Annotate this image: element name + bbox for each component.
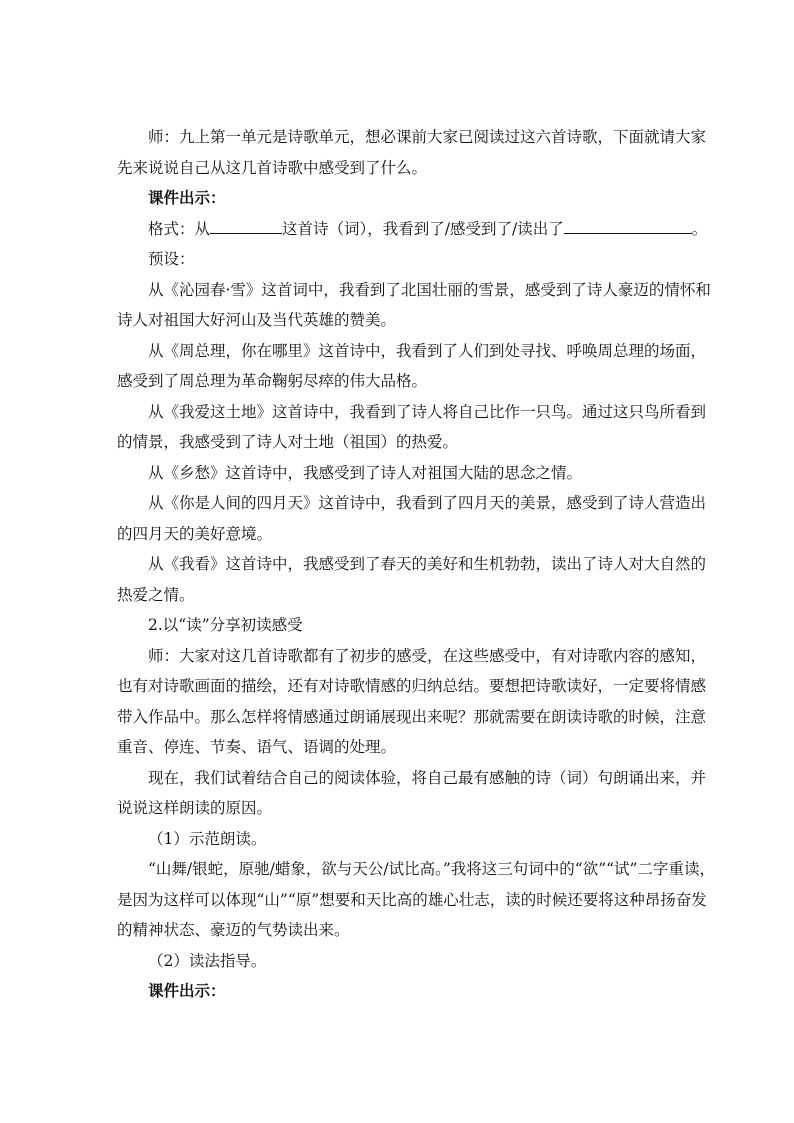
format-prefix: 格式：从: [148, 219, 211, 238]
preset-label: 预设：: [148, 250, 195, 268]
section-heading: 2.以“读”分享初读感受: [148, 616, 303, 634]
fill-in-blank: [564, 215, 692, 234]
subsection-heading: （1）示范朗读。: [148, 829, 267, 848]
answer-paragraph: 从《我看》这首诗中，我感受到了春天的美好和生机勃勃，读出了诗人对大自然的热爱之情。: [117, 555, 707, 604]
document-body: [117, 122, 717, 1007]
courseware-heading: 课件出示：: [148, 188, 226, 207]
format-suffix: 。: [691, 219, 708, 238]
answer-paragraph: 从《你是人间的四月天》这首诗中，我看到了四月天的美景，感受到了诗人营造出的四月天的美好意境。: [117, 494, 707, 543]
courseware-heading: 课件出示：: [148, 981, 226, 1000]
answer-paragraph: 从《沁园春·雪》这首词中，我看到了北国壮丽的雪景，感受到了诗人豪迈的情怀和诗人对祖国大好河山及当代英雄的赞美。: [117, 280, 711, 329]
teacher-intro-paragraph: 师：九上第一单元是诗歌单元，想必课前大家已阅读过这六首诗歌，下面就请大家先来说说自己从这几首诗歌中感受到了什么。: [117, 128, 707, 177]
answer-paragraph: 从《乡愁》这首诗中，我感受到了诗人对祖国大陆的思念之情。: [148, 463, 583, 482]
instruction-paragraph: 现在，我们试着结合自己的阅读体验，将自己最有感触的诗（词）句朗诵出来，并说说这样朗读的原因。: [117, 768, 707, 817]
format-line: [117, 214, 717, 245]
example-reading-paragraph: “山舞/银蛇，原驰/蜡象，欲与天公/试比高。”我将这三句词中的“欲”“试”二字重读，是因为这样可以体现“山”“原”想要和天比高的雄心壮志，读的时候还要将这种昂扬奋发的精神状态、豪迈的气势读出来。: [117, 860, 715, 939]
answer-paragraph: 从《周总理，你在哪里》这首诗中，我看到了人们到处寻找、呼唤周总理的场面，感受到了周总理为革命鞠躬尽瘁的伟大品格。: [117, 341, 707, 390]
teacher-guidance-paragraph: 师：大家对这几首诗歌都有了初步的感受，在这些感受中，有对诗歌内容的感知，也有对诗歌画面的描绘，还有对诗歌情感的归纳总结。要想把诗歌读好，一定要将情感带入作品中。那么怎样将情感通过朗诵展现出来呢？那就需要在朗读诗歌的时候，注意重音、停连、节奏、语气、语调的处理。: [117, 646, 707, 756]
subsection-heading: （2）读法指导。: [148, 951, 267, 970]
answer-paragraph: 从《我爱这土地》这首诗中，我看到了诗人将自己比作一只鸟。通过这只鸟所看到的情景，我感受到了诗人对土地（祖国）的热爱。: [117, 402, 707, 451]
fill-in-blank: [210, 215, 282, 234]
format-middle: 这首诗（词），我看到了/感受到了/读出了: [282, 219, 564, 238]
